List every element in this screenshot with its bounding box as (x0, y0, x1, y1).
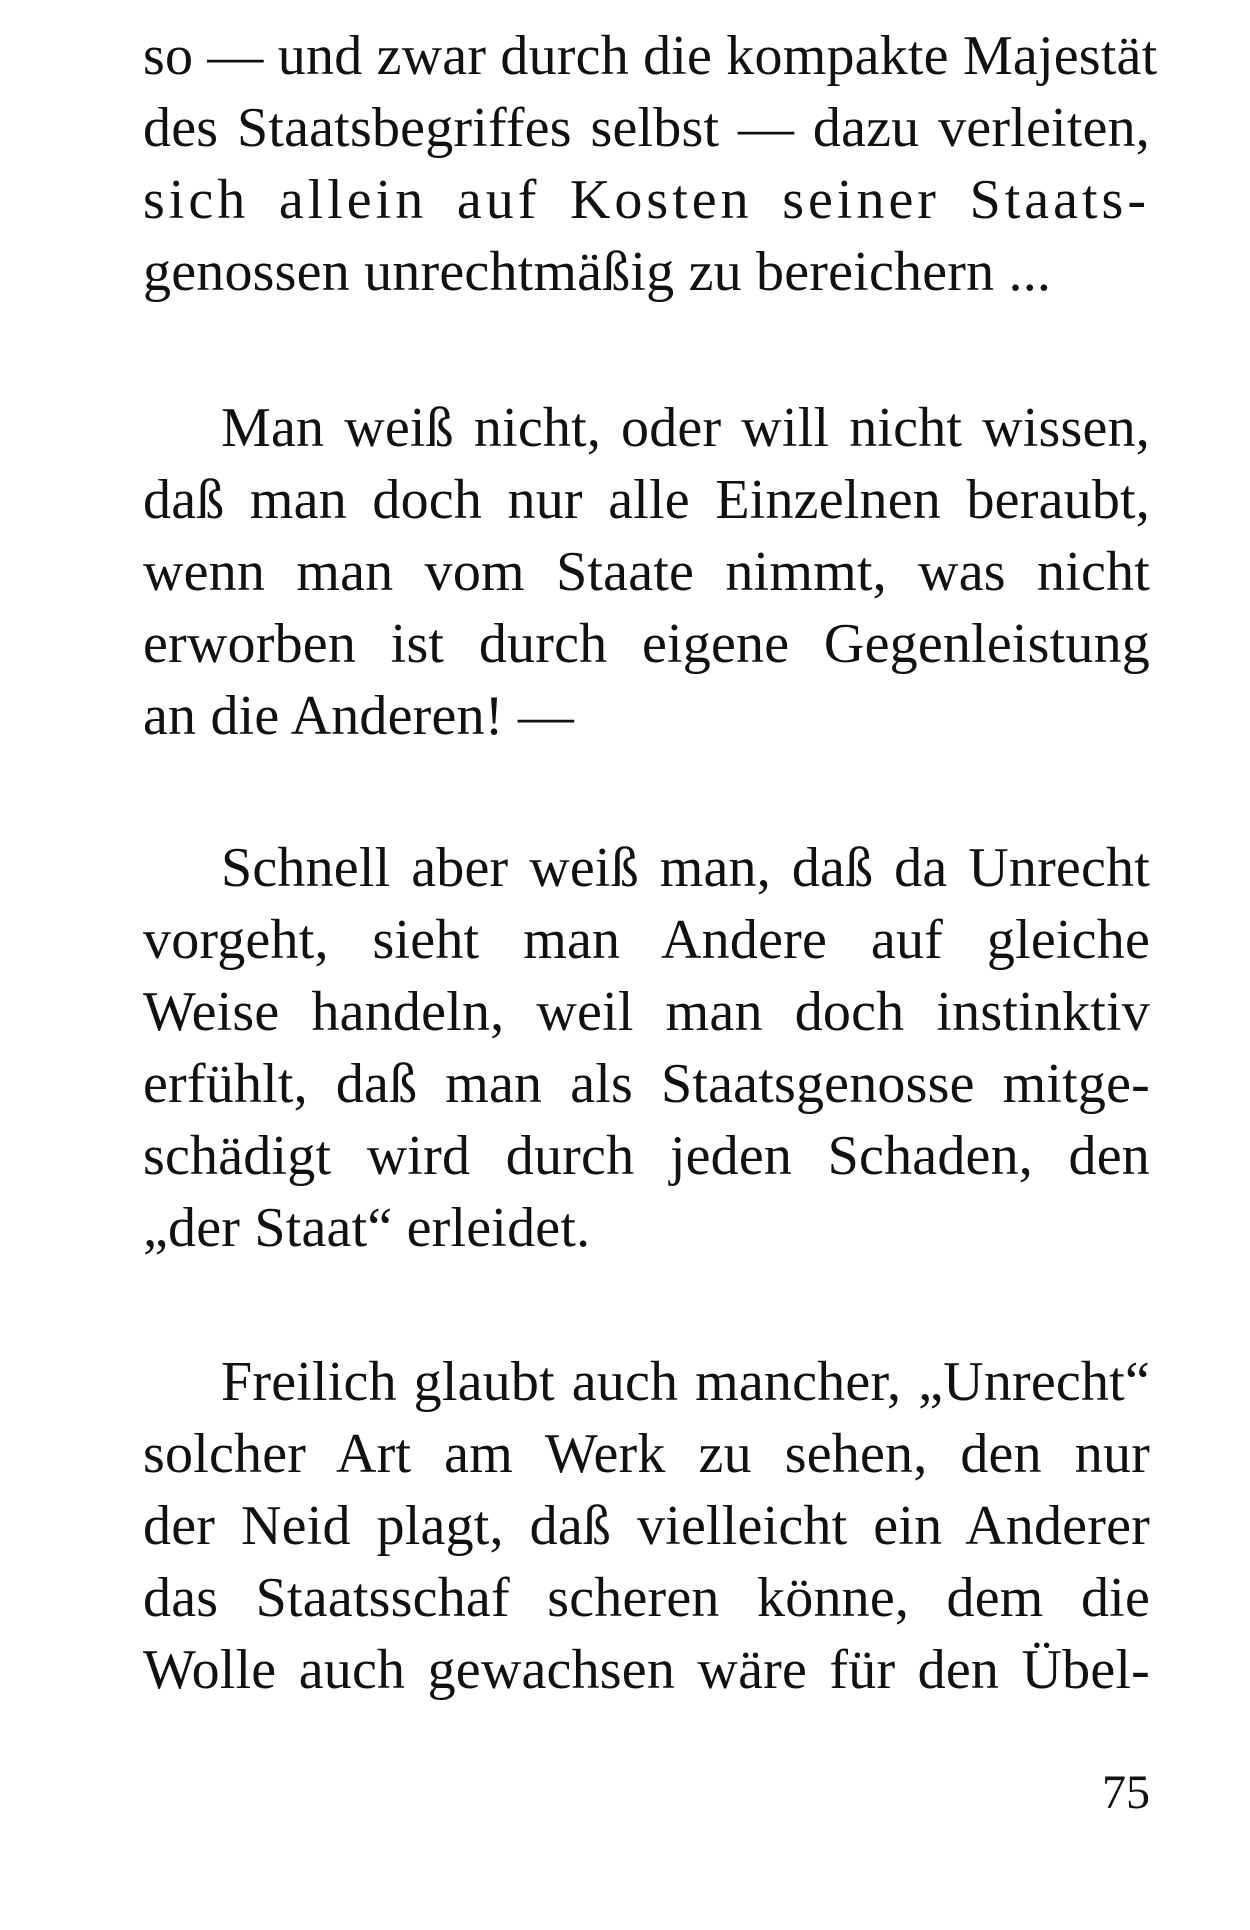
text-line: Freilich glaubt auch mancher, „Unrecht“ (221, 1351, 1150, 1413)
text-line: schädigt wird durch jeden Schaden, den (143, 1125, 1150, 1187)
paragraph-4 (143, 1346, 1150, 1706)
text-line: das Staatsschaf scheren könne, dem die (143, 1567, 1150, 1629)
text-line: wenn man vom Staate nimmt, was nicht (143, 541, 1150, 603)
text-line: der Neid plagt, daß vielleicht ein Anderer (143, 1495, 1150, 1557)
page-number: 75 (1102, 1766, 1150, 1819)
paragraph-1 (143, 20, 1158, 308)
text-line: solcher Art am Werk zu sehen, den nur (143, 1423, 1150, 1485)
text-line: des Staatsbegriffes selbst — dazu verleiten, (143, 97, 1150, 159)
text-line: Weise handeln, weil man doch instinktiv (143, 981, 1150, 1043)
text-line: an die Anderen! — (143, 685, 575, 747)
text-line: sich allein auf Kosten seiner Staats- (143, 169, 1150, 231)
text-line: Man weiß nicht, oder will nicht wissen, (221, 397, 1150, 459)
text-line: genossen unrechtmäßig zu bereichern ... (143, 241, 1052, 303)
text-line: erfühlt, daß man als Staatsgenosse mitge- (143, 1053, 1150, 1115)
text-line: Schnell aber weiß man, daß da Unrecht (221, 837, 1150, 899)
text-line: so — und zwar durch die kompakte Majestät (143, 25, 1158, 87)
paragraph-2 (143, 392, 1150, 752)
paragraph-3 (143, 832, 1150, 1264)
text-line: erworben ist durch eigene Gegenleistung (143, 613, 1150, 675)
text-line: daß man doch nur alle Einzelnen beraubt, (143, 469, 1150, 531)
text-line: Wolle auch gewachsen wäre für den Übel- (143, 1639, 1150, 1701)
text-line: vorgeht, sieht man Andere auf gleiche (143, 909, 1150, 971)
text-line: „der Staat“ erleidet. (143, 1197, 591, 1259)
